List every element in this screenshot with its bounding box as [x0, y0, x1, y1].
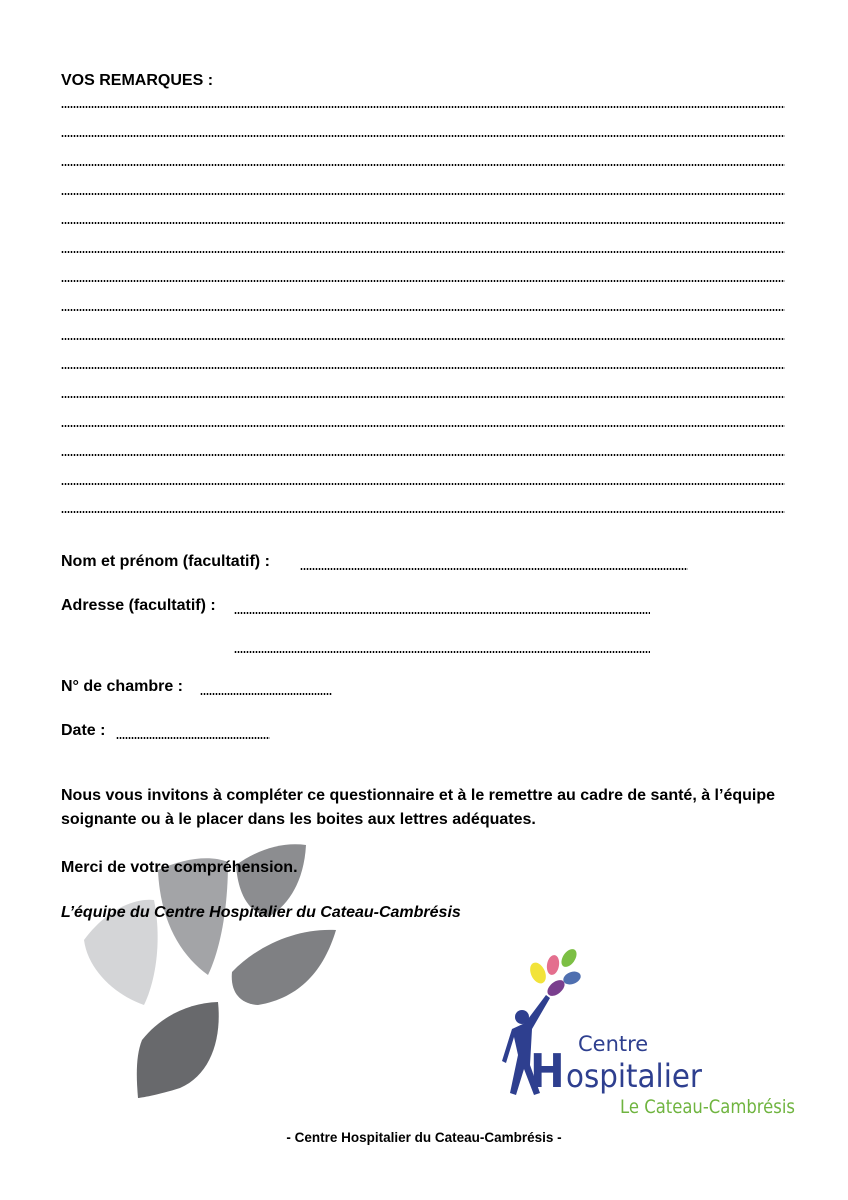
- remark-line[interactable]: [61, 338, 785, 340]
- date-label: Date :: [61, 722, 106, 739]
- footer: - Centre Hospitalier du Cateau-Cambrésis -: [286, 1130, 562, 1145]
- address-field-line2[interactable]: [234, 651, 650, 653]
- remark-line[interactable]: [61, 280, 785, 282]
- invitation-text: Nous vous invitons à compléter ce questionnaire et à le remettre au cadre de santé, à l’équipe soignante ou à le placer dans les boites aux lettres adéquates.: [61, 787, 776, 828]
- signature-text: L’équipe du Centre Hospitalier du Cateau-Cambrésis: [61, 904, 461, 921]
- remark-line[interactable]: [61, 483, 785, 485]
- remark-line[interactable]: [61, 193, 785, 195]
- remark-line[interactable]: [61, 251, 785, 253]
- remark-line[interactable]: [61, 425, 785, 427]
- remark-line[interactable]: [61, 454, 785, 456]
- name-label: Nom et prénom (facultatif) :: [61, 553, 270, 570]
- date-field[interactable]: [116, 737, 270, 739]
- remark-line[interactable]: [61, 309, 785, 311]
- name-field[interactable]: [300, 568, 688, 570]
- logo-line1: Centre: [578, 1032, 649, 1056]
- remark-line[interactable]: [61, 135, 785, 137]
- remark-line[interactable]: [61, 222, 785, 224]
- room-label: N° de chambre :: [61, 678, 183, 695]
- section-heading: VOS REMARQUES :: [61, 72, 214, 89]
- hospital-logo: [500, 945, 800, 1120]
- logo-line2-rest: ospitalier: [566, 1057, 703, 1095]
- remark-line[interactable]: [61, 367, 785, 369]
- remark-line[interactable]: [61, 396, 785, 398]
- thanks-text: Merci de votre compréhension.: [61, 859, 298, 876]
- logo-line3: Le Cateau-Cambrésis: [620, 1096, 795, 1118]
- address-field-line1[interactable]: [234, 612, 650, 614]
- logo-line2-initial: H: [530, 1044, 565, 1098]
- address-label: Adresse (facultatif) :: [61, 597, 216, 614]
- remark-line[interactable]: [61, 511, 785, 513]
- room-field[interactable]: [200, 693, 332, 695]
- remark-line[interactable]: [61, 164, 785, 166]
- remark-line[interactable]: [61, 106, 785, 108]
